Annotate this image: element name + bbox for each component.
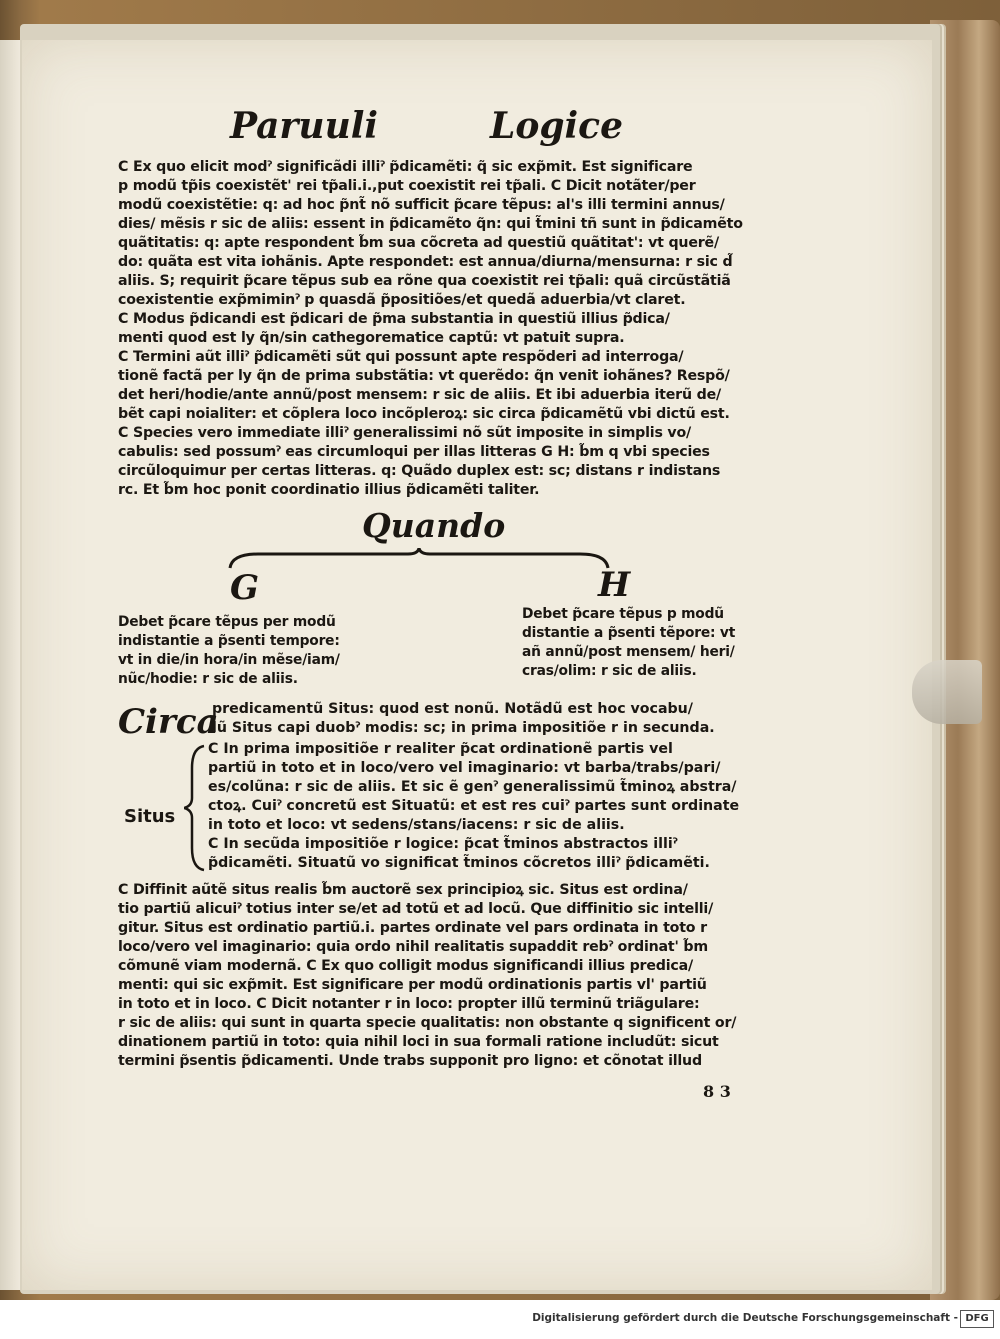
text-line: cabulis: sed possumˀ eas circumloqui per illas litteras G H: b̃m q vbi species bbox=[118, 444, 710, 460]
text-line: r sic de aliis: qui sunt in quarta specie qualitatis: non obstante q significent or/ bbox=[118, 1015, 737, 1031]
text-line: dies/ mẽsis r sic de aliis: essent in p̃dicamẽto q̃n: qui t̃mini tñ sunt in p̃dicamẽto bbox=[118, 216, 743, 232]
horizontal-brace bbox=[228, 548, 610, 570]
text-line: añ annũ/post mensem/ heri/ bbox=[522, 644, 735, 660]
column-head-left: G bbox=[230, 568, 260, 608]
text-line: C Modus p̃dicandi est p̃dicari de p̃ma substantia in questiũ illius p̃dica/ bbox=[118, 311, 670, 327]
text-line: C In secũda impositiõe r logice: p̃cat t̃minos abstractos illiˀ bbox=[208, 836, 678, 852]
text-line: menti: qui sic exp̃mit. Est significare per modũ ordinationis partis vl' partiũ bbox=[118, 977, 707, 993]
text-block-lower bbox=[118, 881, 760, 1071]
text-line: aliis. S; requirit p̃care tẽpus sub ea rõne qua coexistit rei tp̃ali: quã circũstãtiã bbox=[118, 273, 731, 289]
text-line: tionẽ factã per ly q̃n de prima substãtia: vt querẽdo: q̃n venit iohãnes? Respõ/ bbox=[118, 368, 730, 384]
situs-definitions bbox=[208, 740, 768, 873]
column-right bbox=[522, 605, 762, 681]
text-line: Debet p̃care tẽpus p modũ bbox=[522, 606, 724, 622]
text-line: gitur. Situs est ordinatio partiũ.i. partes ordinate vel pars ordinata in toto r bbox=[118, 920, 707, 936]
text-line: in toto et in loco. C Dicit notanter r in loco: propter illũ terminũ triãgulare: bbox=[118, 996, 700, 1012]
circa-line-1: predicamentũ Situs: quod est nonũ. Notãdũ est hoc vocabu/ bbox=[212, 701, 693, 717]
text-line: cras/olim: r sic de aliis. bbox=[522, 663, 697, 679]
facing-page-edge bbox=[0, 40, 20, 1290]
page-number: 8 3 bbox=[703, 1082, 731, 1101]
text-line: rc. Et b̃m hoc ponit coordinatio illius p̃dicamẽti taliter. bbox=[118, 482, 540, 498]
circa-line-2: lũ Situs capi duobˀ modis: sc; in prima impositiõe r in secunda. bbox=[212, 720, 715, 736]
column-left bbox=[118, 613, 418, 689]
text-line: dinationem partiũ in toto: quia nihil loci in sua formali ratione includũt: sicut bbox=[118, 1034, 719, 1050]
text-line: bẽt capi noialiter: et cõplera loco incõpleroꝝ: sic circa p̃dicamẽtũ vbi dictũ est. bbox=[118, 406, 730, 422]
text-line: p modũ tp̃is coexistẽt' rei tp̃ali.i.,put coexistit rei tp̃ali. C Dicit notãter/per bbox=[118, 178, 696, 194]
text-line: partiũ in toto et in loco/vero vel imaginario: vt barba/trabs/pari/ bbox=[208, 760, 721, 776]
header-right: Logice bbox=[490, 105, 623, 147]
text-line: indistantie a p̃senti tempore: bbox=[118, 633, 340, 649]
text-line: quãtitatis: q: apte respondent b̃m sua cõcreta ad questiũ quãtitat': vt querẽ/ bbox=[118, 235, 719, 251]
text-line: loco/vero vel imaginario: quia ordo nihil realitatis supaddit rebˀ ordinat' b̃m bbox=[118, 939, 708, 955]
text-line: C Ex quo elicit modˀ significãdi illiˀ p̃dicamẽti: q̃ sic exp̃mit. Est significare bbox=[118, 159, 693, 175]
footer-bar bbox=[0, 1300, 1000, 1339]
clasp bbox=[912, 660, 982, 724]
text-line: C Species vero immediate illiˀ generalissimi nõ sũt imposite in simplis vo/ bbox=[118, 425, 692, 441]
text-line: vt in die/in hora/in mẽse/iam/ bbox=[118, 652, 340, 668]
text-line: nũc/hodie: r sic de aliis. bbox=[118, 671, 298, 687]
text-line: p̃dicamẽti. Situatũ vo significat t̃minos cõcretos illiˀ p̃dicamẽti. bbox=[208, 855, 710, 871]
text-line: tio partiũ alicuiˀ totius inter se/et ad totũ et ad locũ. Que diffinitio sic intelli/ bbox=[118, 901, 714, 917]
column-head-right: H bbox=[598, 565, 631, 605]
text-line: cõmunẽ viam modernã. C Ex quo colligit modus significandi illius predica/ bbox=[118, 958, 693, 974]
text-line: distantie a p̃senti tẽpore: vt bbox=[522, 625, 736, 641]
text-line: modũ coexistẽtie: q: ad hoc p̃nt̃ nõ sufficit p̃care tẽpus: al's illi termini annus/ bbox=[118, 197, 725, 213]
situs-label: Situs bbox=[124, 806, 176, 827]
running-header bbox=[230, 105, 650, 155]
text-line: det heri/hodie/ante annũ/post mensem: r sic de aliis. Et ibi aduerbia iterũ de/ bbox=[118, 387, 721, 403]
vertical-brace bbox=[184, 744, 208, 872]
text-line: C In prima impositiõe r realiter p̃cat ordinationẽ partis vel bbox=[208, 741, 673, 757]
text-line: C Termini aũt illiˀ p̃dicamẽti sũt qui possunt apte respõderi ad interroga/ bbox=[118, 349, 684, 365]
text-line: Debet p̃care tẽpus per modũ bbox=[118, 614, 336, 630]
text-line: coexistentie exp̃miminˀ p quasdã p̃positiões/et quedã aduerbia/vt claret. bbox=[118, 292, 686, 308]
text-line: ctoꝝ. Cuiˀ concretũ est Situatũ: et est res cuiˀ partes sunt ordinate bbox=[208, 798, 740, 814]
text-line: termini p̃sentis p̃dicamenti. Unde trabs supponit pro ligno: et cõnotat illud bbox=[118, 1053, 702, 1069]
text-line: C Diffinit aũtẽ situs realis b̃m auctorẽ sex principioꝝ sic. Situs est ordina/ bbox=[118, 882, 688, 898]
text-line: circũloquimur per certas litteras. q: Quãdo duplex est: sc; distans r indistans bbox=[118, 463, 721, 479]
footer-credit: Digitalisierung gefördert durch die Deutsche Forschungsgemeinschaft - bbox=[532, 1312, 958, 1324]
dfg-logo: DFG bbox=[960, 1310, 994, 1328]
text-line: do: quãta est vita iohãnis. Apte respondet: est annua/diurna/mensurna: r sic d̃ bbox=[118, 254, 733, 270]
circa-initial: Circa bbox=[118, 702, 219, 742]
text-line: es/colũna: r sic de aliis. Et sic ẽ genˀ generalissimũ t̃minoꝝ abstra/ bbox=[208, 779, 737, 795]
text-line: in toto et loco: vt sedens/stans/iacens: r sic de aliis. bbox=[208, 817, 625, 833]
quando-heading: Quando bbox=[362, 506, 506, 545]
text-block-upper bbox=[118, 158, 760, 500]
text-line: menti quod est ly q̃n/sin cathegorematice captũ: vt patuit supra. bbox=[118, 330, 625, 346]
header-left: Paruuli bbox=[230, 105, 379, 147]
